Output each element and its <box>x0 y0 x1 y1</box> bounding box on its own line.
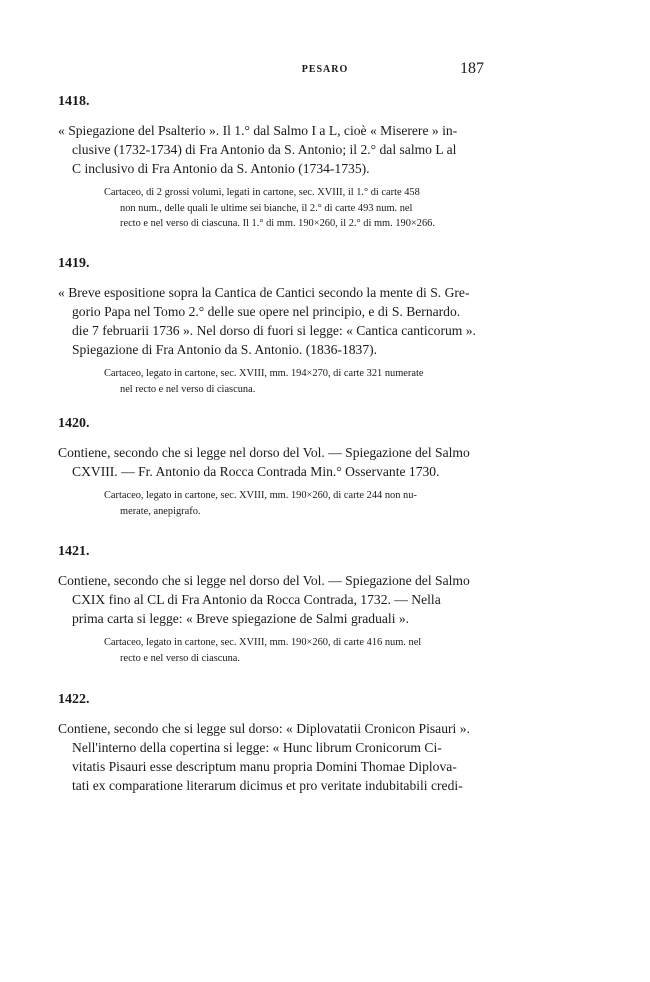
entry-description <box>58 443 490 481</box>
description-line: CXVIII. — Fr. Antonio da Rocca Contrada Min.° Osservante 1730. <box>72 464 440 479</box>
entry-number: 1422. <box>58 692 90 707</box>
description-line: CXIX fino al CL di Fra Antonio da Rocca Contrada, 1732. — Nella <box>72 592 441 607</box>
description-line: vitatis Pisauri esse descriptum manu propria Domini Thomae Diplova- <box>72 759 457 774</box>
entry-number: 1418. <box>58 94 90 109</box>
note-line: recto e nel verso di ciascuna. <box>120 652 241 664</box>
entry-number: 1420. <box>58 416 90 431</box>
description-line: Contiene, secondo che si legge nel dorso del Vol. — Spiegazione del Salmo <box>58 445 470 460</box>
description-line: Contiene, secondo che si legge sul dorso: « Diplovatatii Cronicon Pisauri ». <box>58 721 470 736</box>
entry-physical-note <box>104 185 488 232</box>
note-line: non num., delle quali le ultime sei bianche, il 2.° di carte 493 num. nel <box>120 202 413 214</box>
description-line: Spiegazione di Fra Antonio da S. Antonio. (1836-1837). <box>72 342 378 357</box>
description-line: « Spiegazione del Psalterio ». Il 1.° dal Salmo I a L, cioè « Miserere » in- <box>58 123 458 138</box>
note-line: Cartaceo, legato in cartone, sec. XVIII, mm. 194×270, di carte 321 numerate <box>104 368 424 379</box>
entry-physical-note <box>104 366 488 397</box>
catalog-entry-1420 <box>58 416 490 519</box>
entry-number: 1421. <box>58 544 90 559</box>
catalog-entry-1418 <box>58 94 490 232</box>
entry-number: 1419. <box>58 256 90 271</box>
entry-description <box>58 571 490 628</box>
entry-description <box>58 719 490 795</box>
note-line: merate, anepigrafo. <box>120 505 201 517</box>
description-line: tati ex comparatione literarum dicimus et pro veritate indubitabili credi- <box>72 778 463 793</box>
description-line: Contiene, secondo che si legge nel dorso del Vol. — Spiegazione del Salmo <box>58 573 470 588</box>
entry-description <box>58 283 490 359</box>
running-title: PESARO <box>301 64 349 75</box>
description-line: clusive (1732-1734) di Fra Antonio da S. Antonio; il 2.° dal salmo L al <box>72 142 457 157</box>
note-line: Cartaceo, di 2 grossi volumi, legati in cartone, sec. XVIII, il 1.° di carte 458 <box>104 187 420 198</box>
entry-physical-note <box>104 488 488 519</box>
description-line: Nell'interno della copertina si legge: « Hunc librum Cronicorum Ci- <box>72 740 442 755</box>
description-line: « Breve espositione sopra la Cantica de Cantici secondo la mente di S. Gre- <box>58 285 470 300</box>
note-line: Cartaceo, legato in cartone, sec. XVIII, mm. 190×260, di carte 244 non nu- <box>104 490 417 501</box>
note-line: nel recto e nel verso di ciascuna. <box>120 383 256 395</box>
description-line: prima carta si legge: « Breve spiegazione de Salmi graduali ». <box>72 611 410 626</box>
description-line: C inclusivo di Fra Antonio da S. Antonio (1734-1735). <box>72 161 370 176</box>
note-line: Cartaceo, legato in cartone, sec. XVIII, mm. 190×260, di carte 416 num. nel <box>104 637 422 648</box>
entry-description <box>58 121 490 178</box>
note-line: recto e nel verso di ciascuna. Il 1.° di mm. 190×260, il 2.° di mm. 190×266. <box>120 218 435 229</box>
entry-physical-note <box>104 635 488 666</box>
catalog-entry-1419 <box>58 256 490 397</box>
description-line: gorio Papa nel Tomo 2.° delle sue opere nel principio, e di S. Bernardo. <box>72 304 461 319</box>
catalog-entry-1421 <box>58 544 490 666</box>
page-number: 187 <box>460 60 484 77</box>
catalog-entry-1422 <box>58 692 490 795</box>
description-line: die 7 februarii 1736 ». Nel dorso di fuori si legge: « Cantica canticorum ». <box>72 323 476 338</box>
